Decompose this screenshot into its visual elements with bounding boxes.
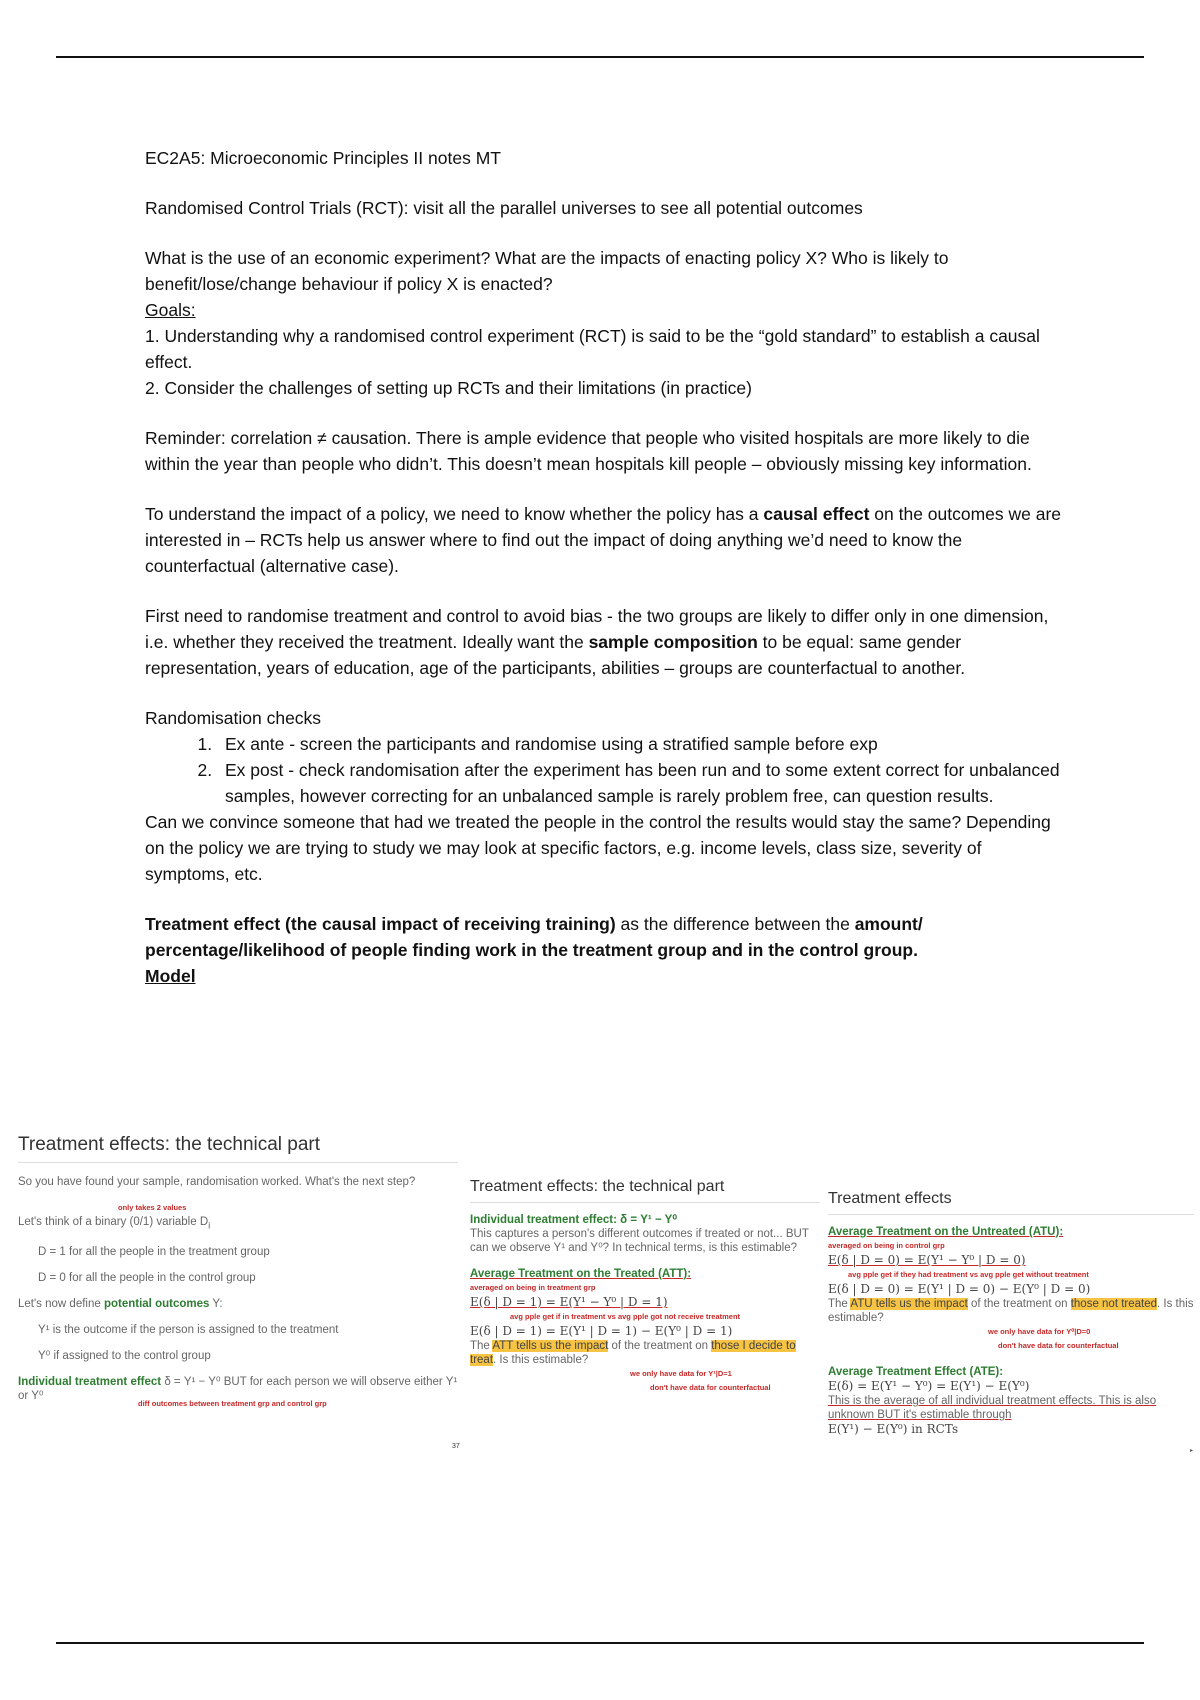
text-run: . Is this estimable?	[828, 1298, 1194, 1324]
text-run: To understand the impact of a policy, we need to know whether the policy has a	[145, 504, 764, 524]
slide-bullet: Y⁰ if assigned to the control group	[38, 1350, 211, 1363]
annotation: don't have data for counterfactual	[650, 1383, 771, 1392]
text-run: of the treatment on	[967, 1298, 1071, 1310]
text-run: This captures a person's different outcomes if treated or not... BUT can we observe Y¹ and Y⁰? In technical terms, is this estimable?	[470, 1228, 809, 1254]
slide-heading: Treatment effects: the technical part	[18, 1138, 458, 1163]
goals-label: Goals:	[145, 300, 196, 320]
green-term: Average Treatment on the Untreated (ATU):	[828, 1226, 1064, 1238]
slide-bullet: Y¹ is the outcome if the person is assigned to the treatment	[38, 1324, 339, 1337]
text-run: to be equal: same gender representation, years of education, age of the participants, abilities – groups are counterfactual to another.	[145, 632, 966, 678]
slide-bullet: D = 1 for all the people in the treatment group	[38, 1246, 270, 1259]
formula: E(δ | D = 0) = E(Y¹ − Y⁰ | D = 0)	[828, 1253, 1026, 1267]
next-arrow-icon: ▸	[1190, 1448, 1194, 1454]
annotation: diff outcomes between treatment grp and control grp	[138, 1399, 327, 1409]
green-term: Average Treatment Effect (ATE):	[828, 1366, 1004, 1378]
convince-paragraph: Can we convince someone that had we treated the people in the control the results would stay the same? Depending on the policy we are trying to study we may look at specific factors, e.g. income levels, class size, severity of symptoms, etc.	[145, 812, 1051, 884]
green-term: Individual treatment effect	[18, 1376, 162, 1389]
highlight: those not treated	[1070, 1298, 1158, 1310]
slide-bullet: So you have found your sample, randomisation worked. What's the next step?	[18, 1176, 416, 1188]
slide-technical-part-2	[470, 1180, 820, 1407]
slide-bullet: D = 0 for all the people in the control group	[38, 1272, 256, 1285]
ate-block	[828, 1365, 1194, 1437]
checks-heading: Randomisation checks	[145, 708, 322, 728]
bold-term: causal effect	[763, 504, 870, 524]
text-run: δ = Y¹ − Y⁰ BUT for each person we will observe either Y¹ or Y⁰	[18, 1376, 458, 1403]
bold-term: sample composition	[588, 632, 758, 652]
annotation: avg pple get if in treatment vs avg pple got not receive treatment	[510, 1312, 741, 1321]
goal-2: 2. Consider the challenges of setting up RCTs and their limitations (in practice)	[145, 378, 752, 398]
slide-technical-part-1	[18, 1134, 458, 1438]
atu-block	[828, 1225, 1194, 1353]
att-block	[470, 1267, 820, 1395]
text-run: The	[828, 1298, 851, 1310]
annotation: only takes 2 values	[118, 1203, 187, 1212]
text-run: The	[470, 1340, 493, 1352]
text-run: Let's think of a binary (0/1) variable D	[18, 1216, 209, 1228]
goal-1: 1. Understanding why a randomised control experiment (RCT) is said to be the “gold standard” to establish a causal effect.	[145, 326, 1040, 372]
annotation: don't have data for counterfactual	[998, 1341, 1119, 1350]
slide-bullet	[18, 1297, 458, 1311]
green-term: potential outcomes	[103, 1298, 210, 1311]
text-run: of the treatment on	[608, 1340, 712, 1352]
formula: δ = Y¹ − Y⁰	[616, 1214, 677, 1226]
annotation: averaged on being in control grp	[828, 1241, 945, 1250]
list-item: 1. Ex ante - screen the participants and randomise using a stratified sample before exp	[217, 731, 1065, 757]
formula: E(δ | D = 1) = E(Y¹ | D = 1) − E(Y⁰ | D = 1)	[470, 1324, 733, 1338]
text-run: Let's now define	[18, 1298, 104, 1311]
annotation: we only have data for Y¹|D=1	[630, 1369, 732, 1378]
annotation: we only have data for Y⁰|D=0	[988, 1327, 1091, 1336]
highlight: ATT tells us the impact	[492, 1340, 609, 1352]
reminder-paragraph: Reminder: correlation ≠ causation. There is ample evidence that people who visited hospitals are more likely to die within the year than people who didn’t. This doesn’t mean hospitals kill people – obviously missing key information.	[145, 428, 1032, 474]
text-run: This is the average of all individual treatment effects. This is also unknown BUT it's estimable through	[828, 1395, 1157, 1421]
model-label	[145, 963, 1065, 989]
text-run: First need to randomise treatment and control to avoid bias - the two groups are likely to differ only in one dimension, i.e. whether they received the treatment. Ideally want the	[145, 606, 1049, 652]
bold-term: Treatment effect (the causal impact of receiving training)	[145, 914, 616, 934]
randomise-paragraph	[145, 603, 1065, 681]
slide-heading: Treatment effects: the technical part	[470, 1180, 820, 1203]
text-run: as the difference between the	[615, 914, 855, 934]
highlight: those I decide to treat	[470, 1340, 796, 1366]
causal-effect-paragraph	[145, 501, 1065, 579]
subscript: i	[208, 1220, 211, 1232]
annotation: averaged on being in treatment grp	[470, 1283, 596, 1292]
treatment-effect-paragraph	[145, 911, 1065, 963]
ite-block	[470, 1213, 820, 1255]
checks-list	[145, 731, 1065, 809]
slide-number: 37	[452, 1443, 460, 1450]
highlight: ATU tells us the impact	[850, 1298, 968, 1310]
slide-treatment-effects	[828, 1192, 1194, 1449]
formula: E(Y¹) − E(Y⁰) in RCTs	[828, 1422, 959, 1436]
model-heading: Model	[145, 966, 196, 986]
questions-paragraph: What is the use of an economic experiment? What are the impacts of enacting policy X? Who is likely to benefit/lose/change behaviour if policy X is enacted?	[145, 248, 949, 294]
top-rule	[56, 56, 1144, 58]
bottom-rule	[56, 1642, 1144, 1644]
page-title: EC2A5: Microeconomic Principles II notes MT	[145, 148, 501, 168]
formula: E(δ | D = 0) = E(Y¹ | D = 0) − E(Y⁰ | D = 0)	[828, 1282, 1091, 1296]
formula: E(δ) = E(Y¹ − Y⁰) = E(Y¹) − E(Y⁰)	[828, 1379, 1030, 1393]
text-run: on the outcomes we are interested in – RCTs help us answer where to find out the impact of doing anything we’d need to know the counterfactual (alternative case).	[145, 504, 1062, 576]
rct-intro: Randomised Control Trials (RCT): visit all the parallel universes to see all potential outcomes	[145, 198, 863, 218]
bold-term: amount/ percentage/likelihood of people finding work in the treatment group and in the control group.	[145, 914, 923, 960]
slide-bullet	[18, 1375, 458, 1411]
text-run: . Is this estimable?	[493, 1354, 589, 1366]
notes-body	[145, 145, 1065, 989]
text-run: Y:	[209, 1298, 223, 1311]
formula: E(δ | D = 1) = E(Y¹ − Y⁰ | D = 1)	[470, 1295, 668, 1309]
annotation: avg pple get if they had treatment vs avg pple get without treatment	[848, 1270, 1089, 1279]
green-term: Average Treatment on the Treated (ATT):	[470, 1268, 692, 1280]
slide-bullet	[18, 1201, 458, 1233]
green-term: Individual treatment effect:	[470, 1214, 617, 1226]
list-item: 2. Ex post - check randomisation after the experiment has been run and to some extent correct for unbalanced samples, however correcting for an unbalanced sample is rarely problem free, can question results.	[217, 757, 1065, 809]
slide-heading: Treatment effects	[828, 1192, 1194, 1215]
